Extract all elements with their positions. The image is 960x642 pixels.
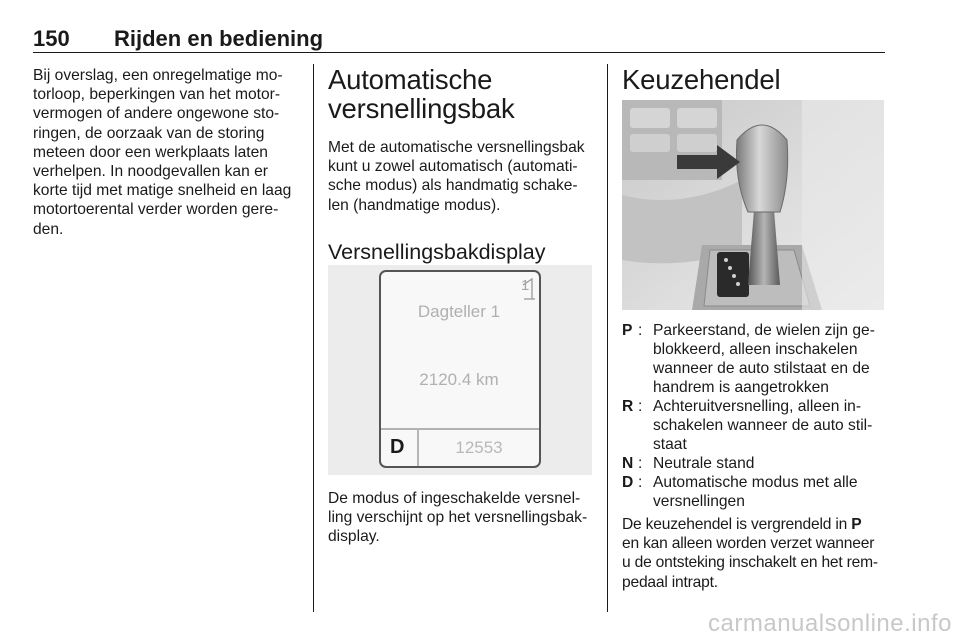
page-number: 150	[33, 26, 70, 51]
page-title: Rijden en bediening	[114, 26, 324, 51]
gear-position-list	[622, 321, 888, 511]
definition-key: N	[622, 455, 634, 472]
bold-gear-p: P	[851, 516, 862, 533]
display-gear-indicator: D	[390, 436, 405, 458]
column-2	[328, 65, 600, 264]
list-item: P : Parkeerstand, de wielen zijn ge- blokkeerd, alleen inschakelen wanneer de auto stilstaat en de handrem is aangetrokken	[622, 321, 888, 397]
list-item: R : Achteruitversnelling, alleen in- schakelen wanneer de auto stil- staat	[622, 397, 888, 454]
definition-key: P	[622, 322, 633, 339]
display-odometer: 12553	[455, 438, 503, 457]
page-header	[33, 26, 885, 52]
footer-watermark-logo: carmanualsonline.info	[708, 610, 952, 637]
column-divider-2	[607, 64, 608, 612]
list-item: D : Automatische modus met alle versnellingen	[622, 473, 888, 511]
lock-note-paragraph: De keuzehendel is vergrendeld in P en kan alleen worden verzet wanneer u de ontsteking inschakelt en het rem- pedaal intrapt.	[622, 516, 878, 591]
definition-value: Achteruitversnelling, alleen in- schakelen wanneer de auto stil- staat	[653, 398, 873, 453]
display-corner-number: 1	[521, 277, 530, 294]
transmission-display-figure	[328, 265, 592, 475]
gear-selector-photo	[622, 100, 884, 310]
column-1	[33, 66, 308, 239]
subsection-heading: Versnellingsbakdisplay	[328, 239, 546, 264]
figure-caption: De modus of ingeschakelde versnel- ling verschijnt op het versnellingsbak- display.	[328, 490, 588, 546]
section-heading-keuzehendel: Keuzehendel	[622, 64, 781, 95]
list-item: N : Neutrale stand	[622, 454, 888, 473]
section-heading: Automatische versnellingsbak	[328, 64, 515, 124]
definition-value: Automatische modus met alle versnellingen	[653, 474, 858, 510]
intro-paragraph: Met de automatische versnellingsbak kunt u zowel automatisch (automati- sche modus) als handmatig schake- len (handmatige modus).	[328, 139, 585, 214]
display-trip-value: 2120.4 km	[419, 370, 499, 389]
definition-value: Neutrale stand	[653, 455, 755, 472]
definition-value: Parkeerstand, de wielen zijn ge- blokkeerd, alleen inschakelen wanneer de auto stilstaat en de handrem is aangetrokken	[653, 322, 875, 396]
column-divider-1	[313, 64, 314, 612]
definition-key: R	[622, 398, 634, 415]
gear-selector-illustration	[622, 100, 884, 310]
definition-key: D	[622, 474, 634, 491]
display-trip-label: Dagteller 1	[417, 302, 501, 321]
body-paragraph: Bij overslag, een onregelmatige mo- torloop, beperkingen van het motor- vermogen of andere ongewone sto- ringen, de oorzaak van de storing meteen door een werkplaats laten verhelpen. In noodgevallen kan er korte tijd met matige snelheid en laag motortoerental verder worden gere- den.	[33, 67, 292, 238]
header-rule	[33, 52, 885, 53]
